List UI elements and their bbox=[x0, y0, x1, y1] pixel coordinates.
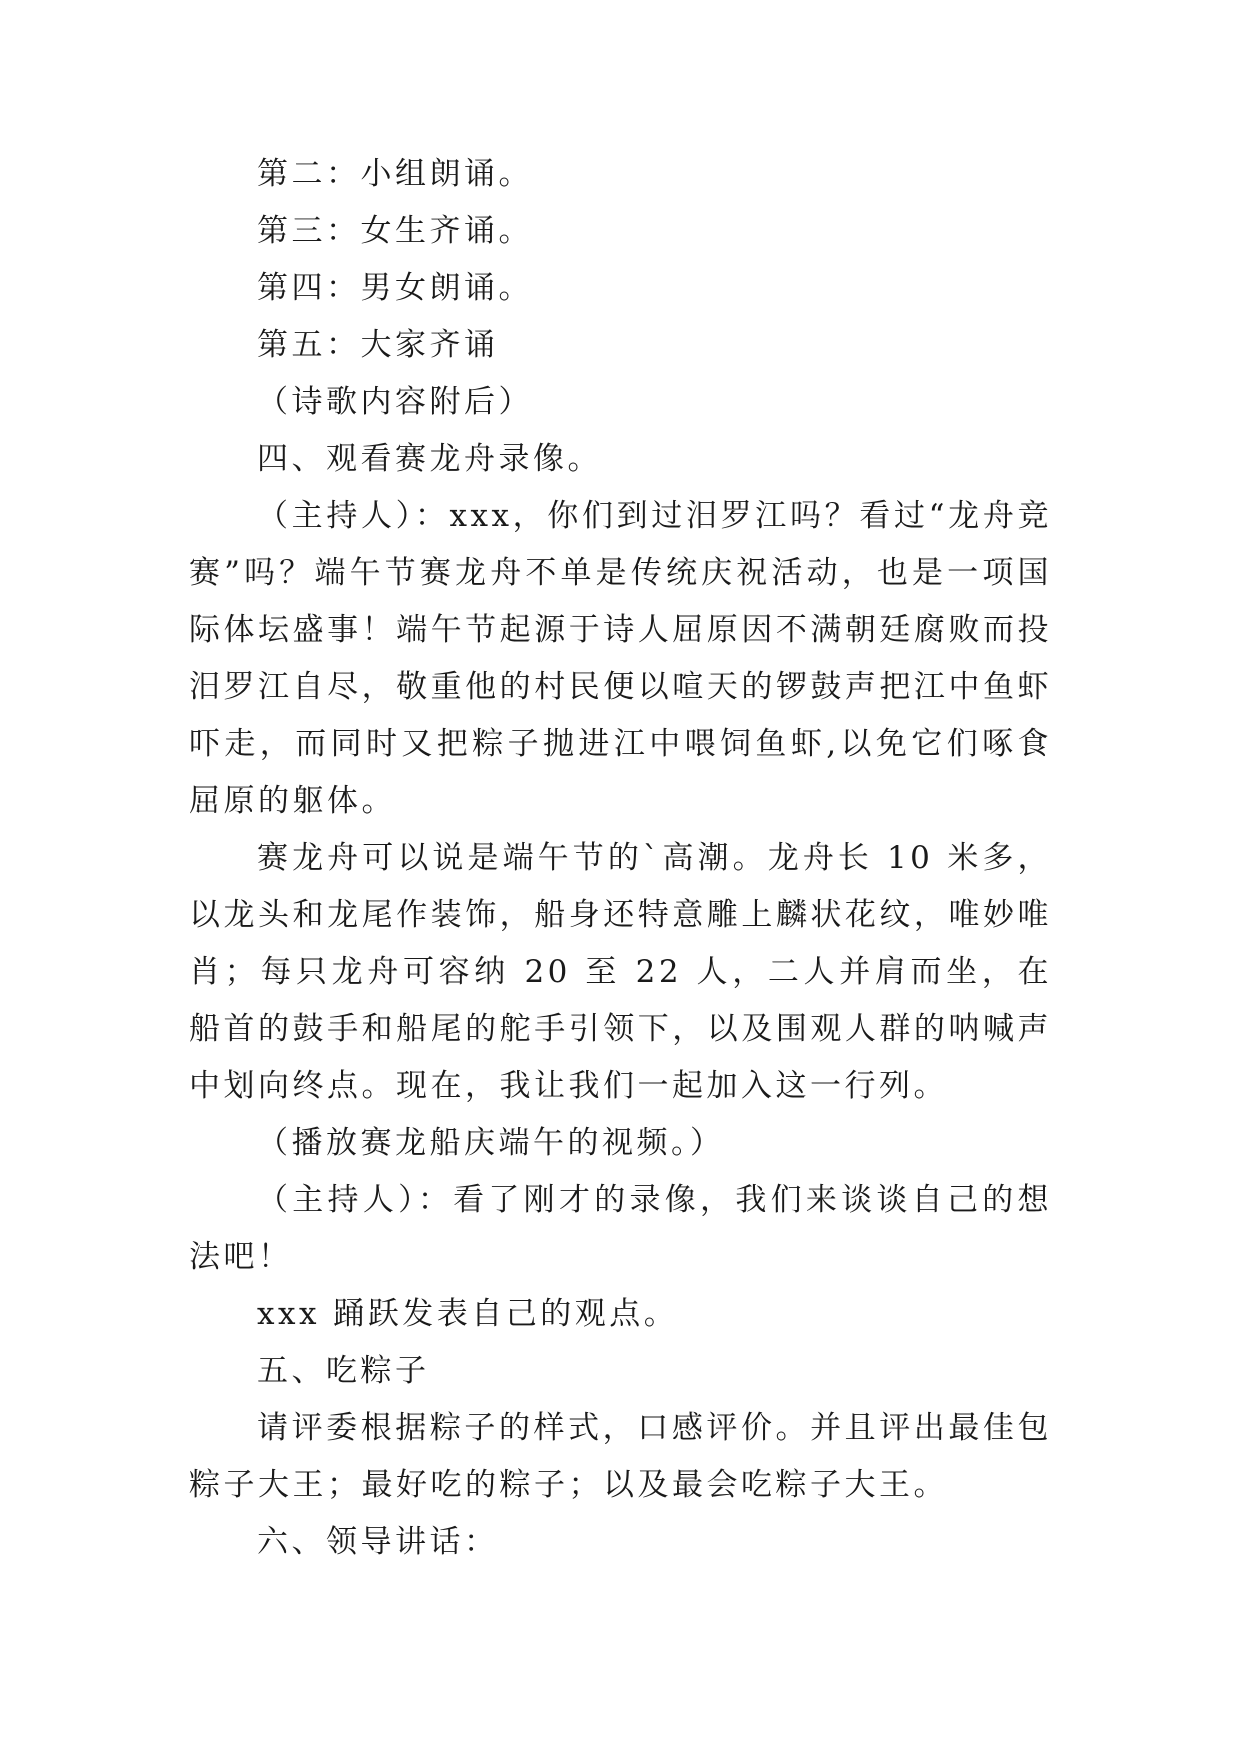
paragraph-step-five: 第五：大家齐诵 bbox=[257, 327, 499, 363]
paragraph-zongzi-judging: 请评委根据粽子的样式，口感评价。并且评出最佳包粽子大王；最好吃的粽子；以及最会吃粽子大王。 bbox=[189, 1410, 1052, 1503]
paragraph-host-dragon-boat: （主持人）：xxx，你们到过汨罗江吗？看过“龙舟竞赛”吗？端午节赛龙舟不单是传统庆祝活动，也是一项国际体坛盛事！端午节起源于诗人屈原因不满朝廷腐败而投汨罗江自尽，敬重他的村民便以喧天的锣鼓声把江中鱼虾吓走，而同时又把粽子抛进江中喂饲鱼虾,以免它们啄食屈原的躯体。 bbox=[189, 498, 1052, 819]
section-heading-four: 四、观看赛龙舟录像。 bbox=[257, 441, 602, 477]
paragraph-step-four: 第四：男女朗诵。 bbox=[257, 270, 533, 306]
paragraph-poem-note: （诗歌内容附后） bbox=[257, 384, 533, 420]
paragraph-step-three: 第三：女生齐诵。 bbox=[257, 213, 533, 249]
paragraph-share-views: xxx 踊跃发表自己的观点。 bbox=[257, 1296, 679, 1332]
section-heading-five: 五、吃粽子 bbox=[257, 1353, 430, 1389]
paragraph-dragon-boat-description: 赛龙舟可以说是端午节的`高潮。龙舟长 10 米多，以龙头和龙尾作装饰，船身还特意雕上麟状花纹，唯妙唯肖；每只龙舟可容纳 20 至 22 人，二人并肩而坐，在船首的鼓手和船尾的舵手引领下，以及围观人群的呐喊声中划向终点。现在，我让我们一起加入这一行列。 bbox=[189, 840, 1052, 1104]
section-heading-six: 六、领导讲话： bbox=[257, 1524, 499, 1560]
paragraph-host-discussion: （主持人）：看了刚才的录像，我们来谈谈自己的想法吧！ bbox=[189, 1182, 1052, 1275]
paragraph-play-video: （播放赛龙船庆端午的视频。） bbox=[257, 1125, 725, 1161]
paragraph-step-two: 第二：小组朗诵。 bbox=[257, 156, 533, 192]
